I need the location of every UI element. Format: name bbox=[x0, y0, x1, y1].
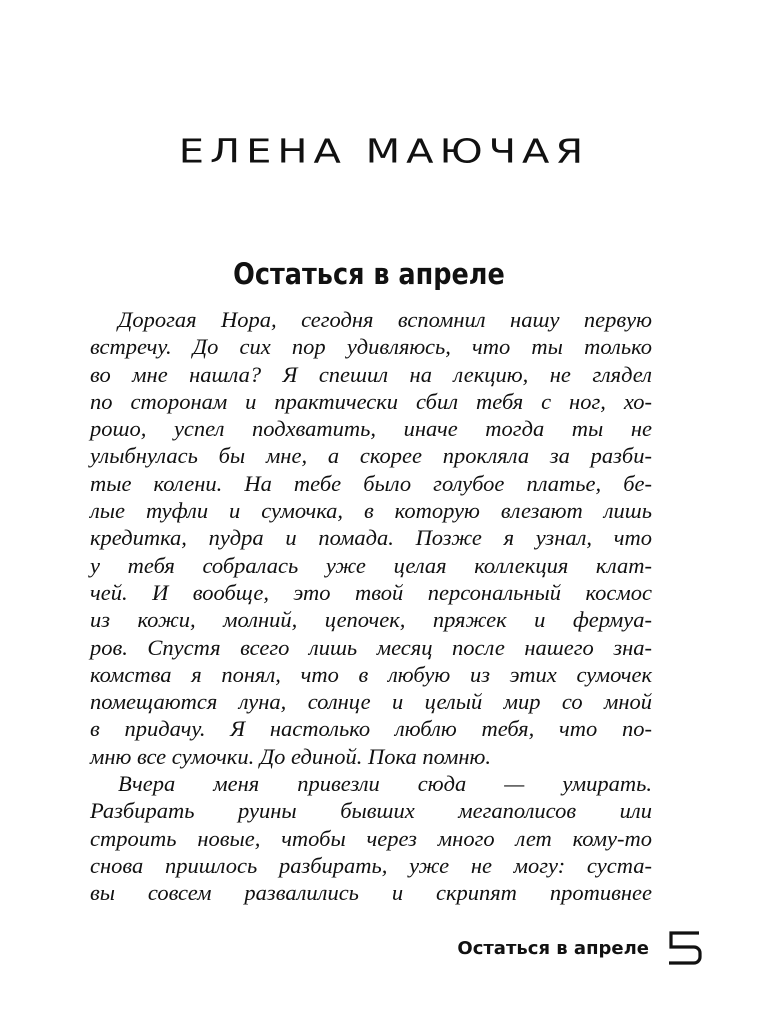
text-line: во мне нашла? Я спешил на лекцию, не глядел bbox=[90, 361, 652, 387]
text-line: строить новые, чтобы через много лет кому-то bbox=[90, 825, 652, 851]
text-line: ров. Спустя всего лишь месяц после нашего зна- bbox=[90, 634, 652, 660]
page-number-text bbox=[664, 928, 665, 929]
text-line: комства я понял, что в любую из этих сумочек bbox=[90, 661, 652, 687]
chapter-title: Остаться в апреле bbox=[233, 257, 505, 291]
text-line: в придачу. Я настолько люблю тебя, что по- bbox=[90, 716, 652, 742]
text-line: рошо, успел подхватить, иначе тогда ты не bbox=[90, 416, 652, 442]
text-line: по сторонам и практически сбил тебя с ног, хо- bbox=[90, 388, 652, 414]
page-number bbox=[664, 928, 704, 968]
text-line: кредитка, пудра и помада. Позже я узнал, что bbox=[90, 525, 652, 551]
story-body bbox=[90, 306, 652, 907]
text-line: чей. И вообще, это твой персональный космос bbox=[90, 579, 652, 605]
text-line: встречу. До сих пор удивляюсь, что ты только bbox=[90, 334, 652, 360]
text-line: вы совсем развалились и скрипят противнее bbox=[90, 880, 652, 906]
paragraph bbox=[90, 306, 652, 770]
text-line: у тебя собралась уже целая коллекция клат- bbox=[90, 552, 652, 578]
paragraph bbox=[90, 770, 652, 906]
text-line: Вчера меня привезли сюда — умирать. bbox=[118, 771, 652, 797]
running-title: Остаться в апреле bbox=[457, 938, 649, 959]
text-line: снова пришлось разбирать, уже не могу: суста- bbox=[90, 852, 652, 878]
text-line: лые туфли и сумочка, в которую влезают лишь bbox=[90, 498, 652, 524]
page-number-glyph bbox=[664, 928, 704, 968]
text-line: мню все сумочки. До единой. Пока помню. bbox=[90, 743, 491, 769]
author-name: ЕЛЕНА МАЮЧАЯ bbox=[178, 133, 590, 171]
text-line: тые колени. На тебе было голубое платье, бе- bbox=[90, 470, 652, 496]
text-line: из кожи, молний, цепочек, пряжек и фермуа- bbox=[90, 607, 652, 633]
text-line: Разбирать руины бывших мегаполисов или bbox=[90, 798, 652, 824]
text-line: Дорогая Нора, сегодня вспомнил нашу первую bbox=[118, 307, 652, 332]
text-line: улыбнулась бы мне, а скорее прокляла за разби- bbox=[90, 443, 652, 469]
text-line: помещаются луна, солнце и целый мир со мной bbox=[90, 689, 652, 715]
